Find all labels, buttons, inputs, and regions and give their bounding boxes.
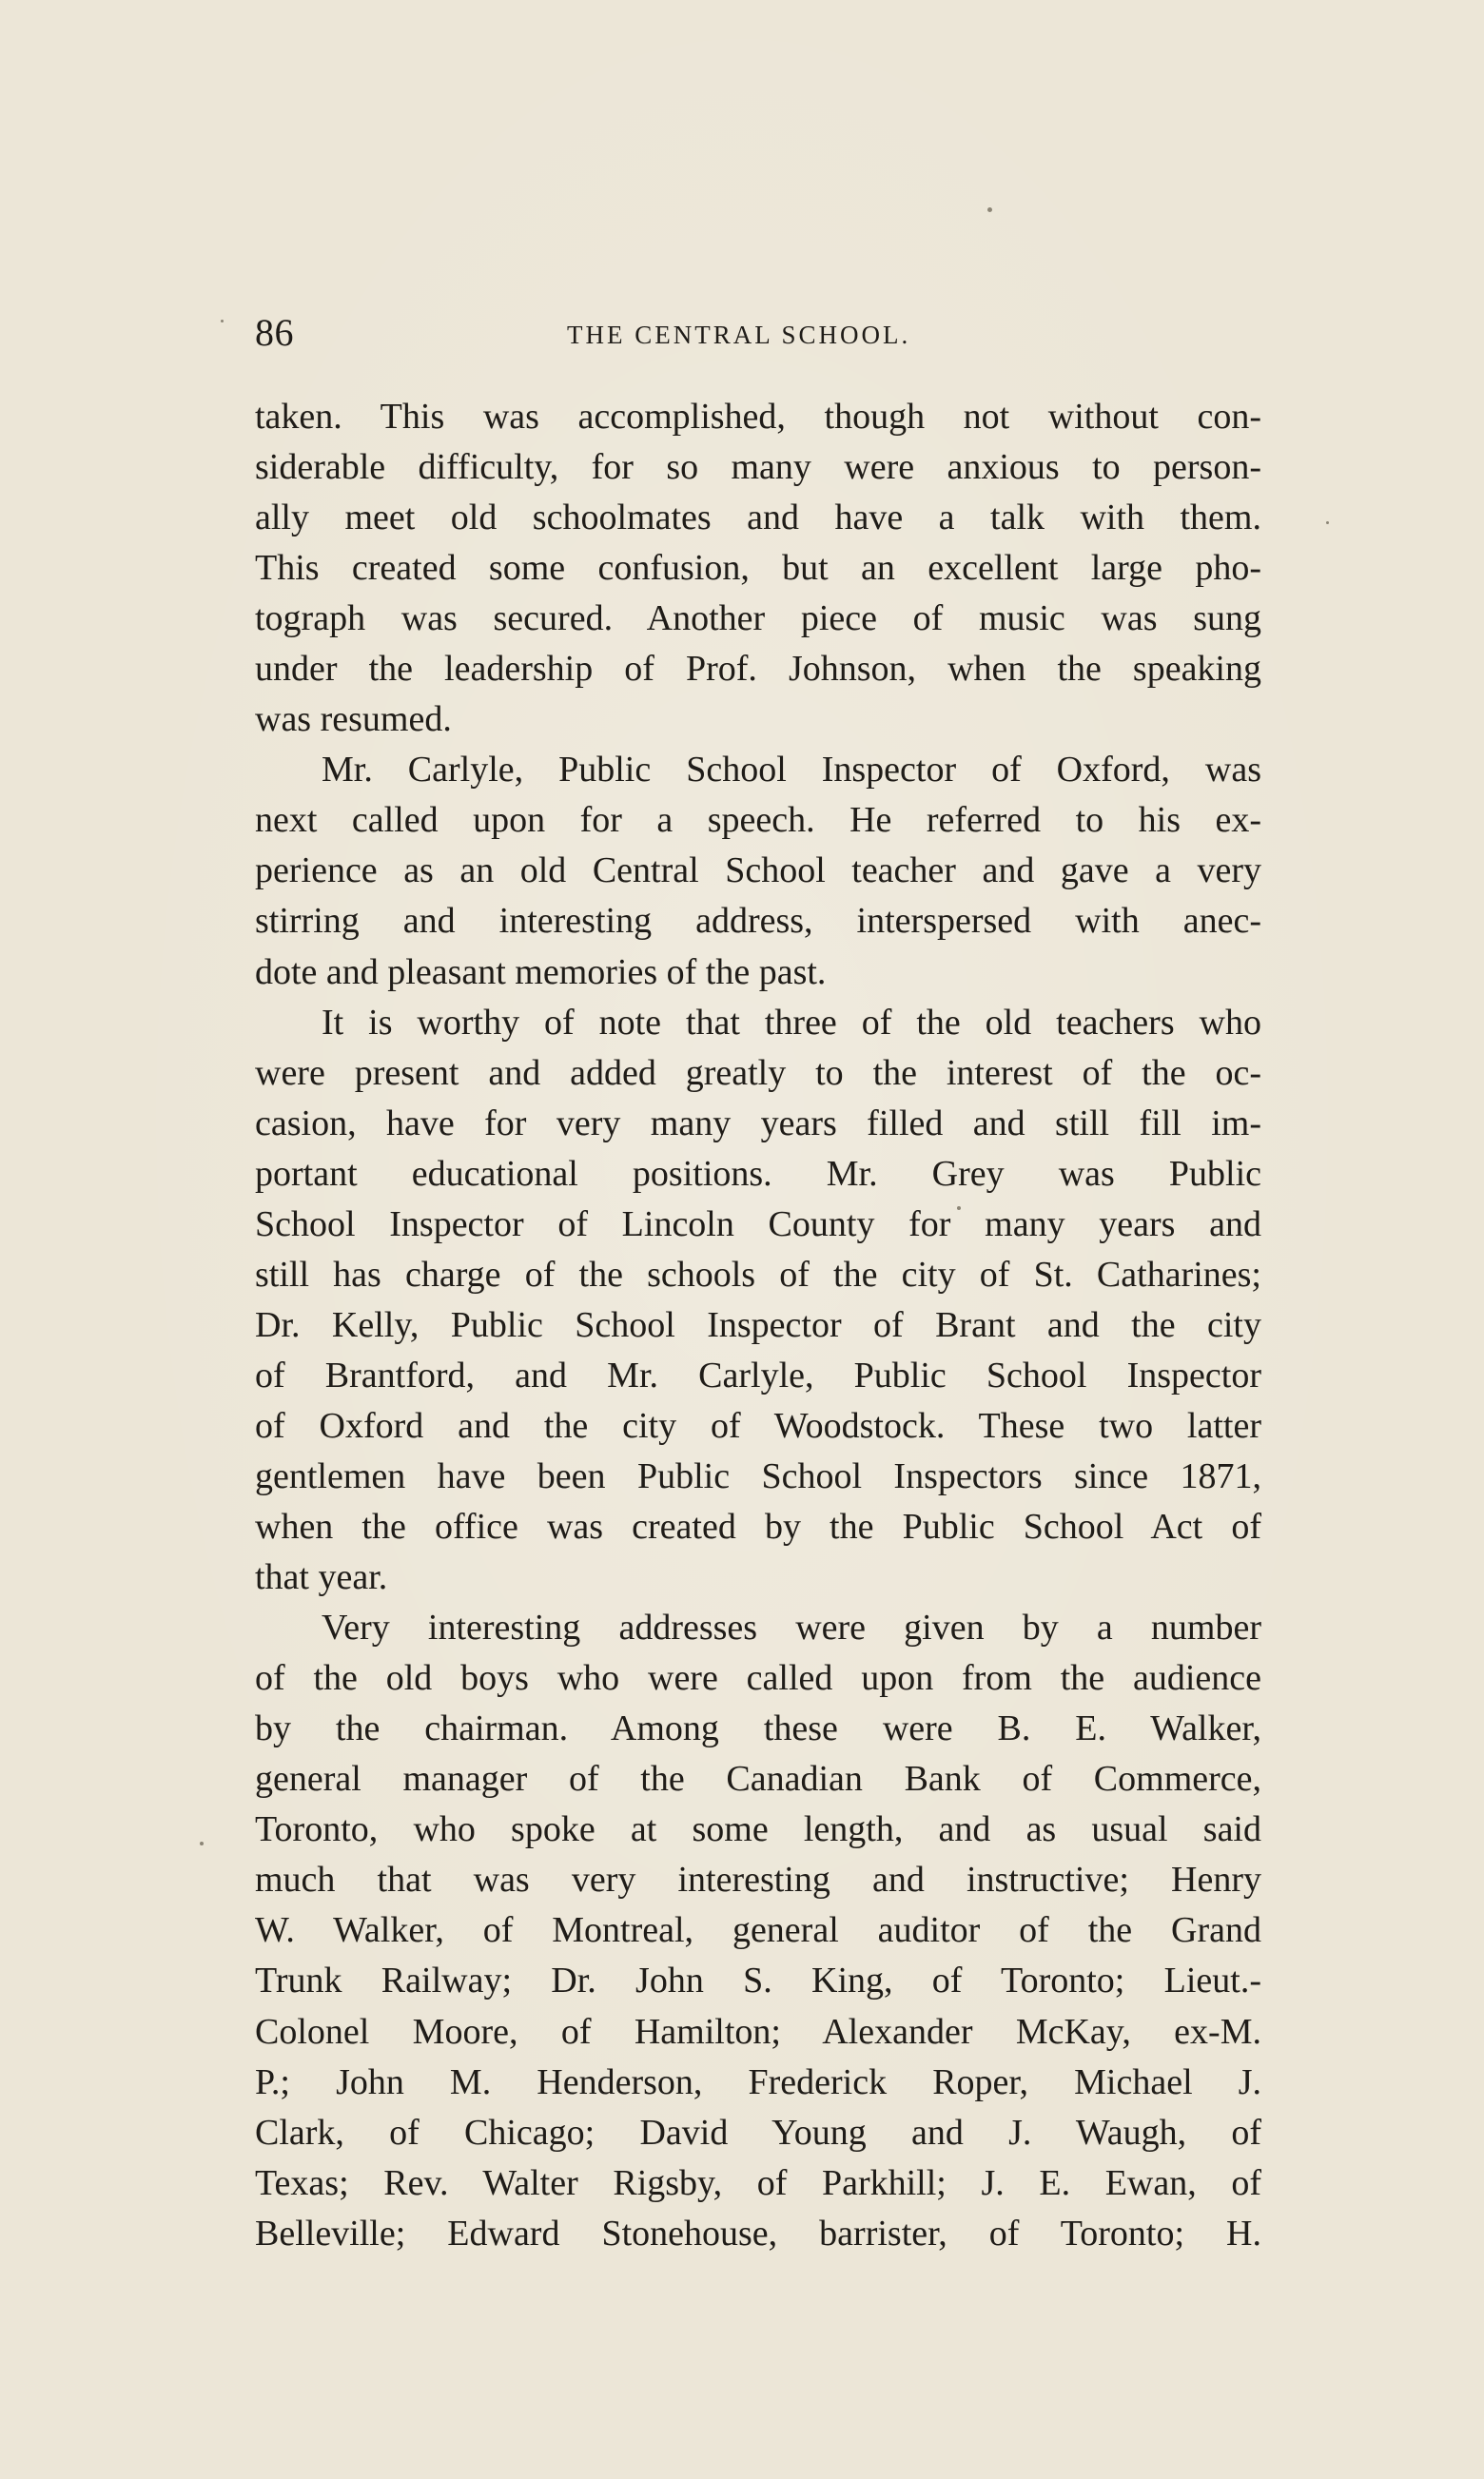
running-head: THE CENTRAL SCHOOL. <box>567 321 911 349</box>
text-line: Very interesting addresses were given by a number <box>322 1608 1261 1649</box>
text-line: by the chairman. Among these were B. E. Walker, <box>255 1708 1261 1749</box>
text-line: under the leadership of Prof. Johnson, when the speaking <box>255 649 1261 690</box>
text-line: of Brantford, and Mr. Carlyle, Public School Inspector <box>255 1355 1261 1396</box>
text-line: portant educational positions. Mr. Grey was Public <box>255 1153 1261 1194</box>
body-text <box>255 392 1261 2259</box>
text-line: Belleville; Edward Stonehouse, barrister, of Toronto; H. <box>255 2213 1261 2254</box>
text-line: Dr. Kelly, Public School Inspector of Brant and the city <box>255 1304 1261 1345</box>
text-line: casion, have for very many years filled and still fill im- <box>255 1103 1261 1143</box>
text-line: This created some confusion, but an excellent large pho- <box>255 548 1261 589</box>
page-header <box>255 306 1263 360</box>
text-line: taken. This was accomplished, though not without con- <box>255 397 1261 437</box>
text-line: It is worthy of note that three of the old teachers who <box>322 1002 1261 1043</box>
text-line: Colonel Moore, of Hamilton; Alexander McKay, ex-M. <box>255 2011 1261 2052</box>
text-line: when the office was created by the Public School Act of <box>255 1507 1261 1548</box>
text-line: general manager of the Canadian Bank of Commerce, <box>255 1759 1261 1800</box>
text-line: Toronto, who spoke at some length, and as usual said <box>255 1809 1261 1850</box>
text-line: dote and pleasant memories of the past. <box>255 951 827 992</box>
text-line: of Oxford and the city of Woodstock. These two latter <box>255 1405 1261 1446</box>
text-line: Trunk Railway; Dr. John S. King, of Toronto; Lieut.- <box>255 1961 1261 2001</box>
text-line: much that was very interesting and instructive; Henry <box>255 1860 1261 1901</box>
text-line: ally meet old schoolmates and have a talk with them. <box>255 498 1261 538</box>
paper-speck <box>221 320 224 322</box>
text-line: that year. <box>255 1557 388 1598</box>
text-line: stirring and interesting address, interspersed with anec- <box>255 901 1261 942</box>
text-line: Clark, of Chicago; David Young and J. Waugh, of <box>255 2112 1261 2153</box>
page-number: 86 <box>255 311 294 354</box>
paper-speck <box>987 207 992 212</box>
text-line: perience as an old Central School teacher and gave a very <box>255 850 1261 891</box>
text-line: School Inspector of Lincoln County for many years and <box>255 1203 1261 1244</box>
text-line: tograph was secured. Another piece of music was sung <box>255 598 1261 639</box>
text-line: were present and added greatly to the interest of the oc- <box>255 1052 1261 1093</box>
paper-speck <box>200 1842 204 1845</box>
text-line: still has charge of the schools of the city of St. Catharines; <box>255 1254 1261 1295</box>
text-line: was resumed. <box>255 699 452 740</box>
text-line: W. Walker, of Montreal, general auditor of the Grand <box>255 1910 1261 1951</box>
text-line: Texas; Rev. Walter Rigsby, of Parkhill; J. E. Ewan, of <box>255 2162 1261 2203</box>
text-line: P.; John M. Henderson, Frederick Roper, Michael J. <box>255 2061 1261 2102</box>
text-line: siderable difficulty, for so many were anxious to person- <box>255 447 1261 488</box>
text-line: next called upon for a speech. He referred to his ex- <box>255 800 1261 841</box>
text-line: of the old boys who were called upon from the audience <box>255 1658 1261 1699</box>
text-line: gentlemen have been Public School Inspectors since 1871, <box>255 1455 1261 1496</box>
text-line: Mr. Carlyle, Public School Inspector of Oxford, was <box>322 750 1261 791</box>
paper-speck <box>1326 521 1329 524</box>
